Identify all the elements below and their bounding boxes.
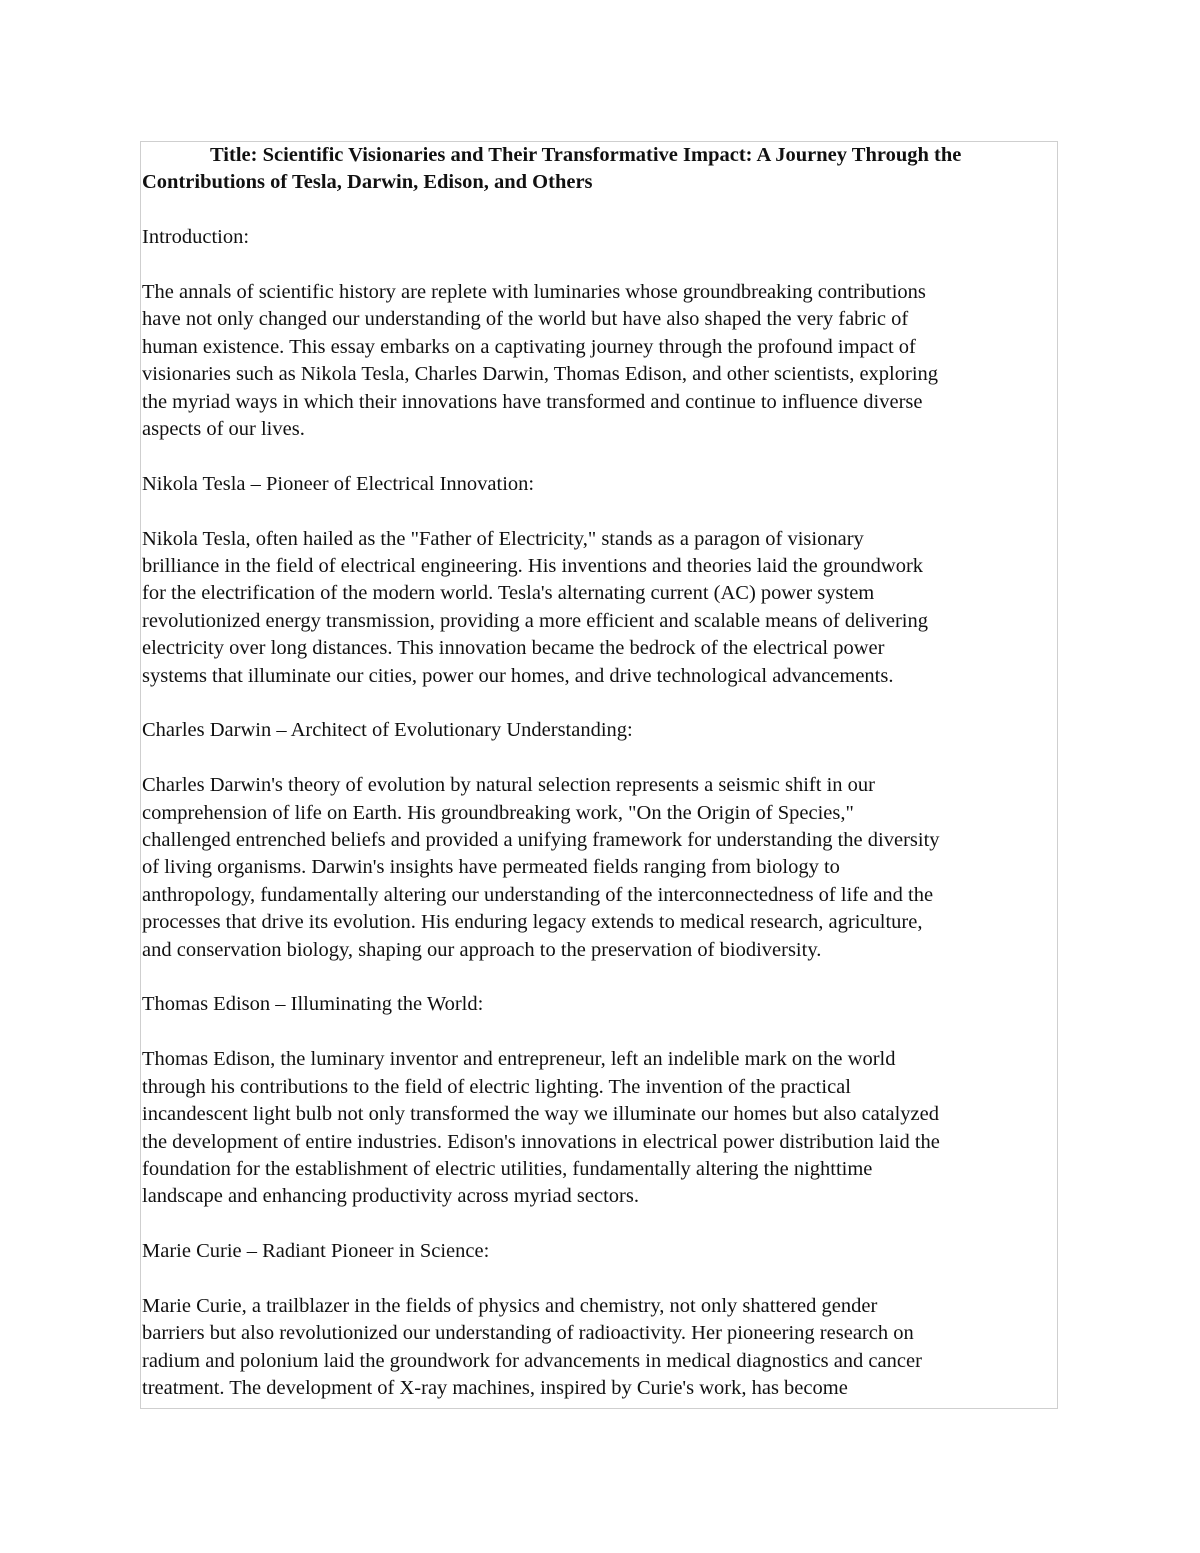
paragraph-introduction: The annals of scientific history are replete with luminaries whose groundbreaking contributions have not only changed our understanding of the world but have also shaped the very fabric of human existence. This essay embarks on a captivating journey through the profound impact of visionaries such as Nikola Tesla, Charles Darwin, Thomas Edison, and other scientists, exploring the myriad ways in which their innovations have transformed and continue to influence diverse aspects of our lives.: [142, 281, 939, 441]
spacer: [142, 745, 1058, 772]
section-heading-tesla: Nikola Tesla – Pioneer of Electrical Innovation:: [142, 472, 535, 495]
paragraph-curie: Marie Curie, a trailblazer in the fields of physics and chemistry, not only shattered gender barriers but also revolutionized our understanding of radioactivity. Her pioneering research on radium and polonium laid the groundwork for advancements in medical diagnostics and cancer treatment. The development of X-ray machines, inspired by Curie's work, has become: [142, 1294, 922, 1400]
section-heading-curie: Marie Curie – Radiant Pioneer in Science:: [142, 1240, 490, 1263]
spacer: [142, 1211, 1058, 1238]
spacer: [142, 252, 1058, 279]
spacer: [142, 443, 1058, 470]
document-body: [142, 142, 1058, 1403]
spacer: [142, 197, 1058, 224]
section-heading-edison: Thomas Edison – Illuminating the World:: [142, 993, 484, 1016]
paragraph-edison: Thomas Edison, the luminary inventor and entrepreneur, left an indelible mark on the world through his contributions to the field of electric lighting. The invention of the practical incandescent light bulb not only transformed the way we illuminate our homes but also catalyzed the development of entire industries. Edison's innovations in electrical power distribution laid the foundation for the establishment of electric utilities, fundamentally altering the nighttime landscape and enhancing productivity across myriad sectors.: [142, 1048, 940, 1208]
paragraph-tesla: Nikola Tesla, often hailed as the "Father of Electricity," stands as a paragon of visionary brilliance in the field of electrical engineering. His inventions and theories laid the groundwork for the electrification of the modern world. Tesla's alternating current (AC) power system revolutionized energy transmission, providing a more efficient and scalable means of delivering electricity over long distances. This innovation became the bedrock of the electrical power systems that illuminate our cities, power our homes, and drive technological advancements.: [142, 527, 928, 687]
spacer: [142, 964, 1058, 991]
section-heading-darwin: Charles Darwin – Architect of Evolutionary Understanding:: [142, 719, 633, 742]
paragraph-darwin: Charles Darwin's theory of evolution by natural selection represents a seismic shift in our comprehension of life on Earth. His groundbreaking work, "On the Origin of Species," challenged entrenched beliefs and provided a unifying framework for understanding the diversity of living organisms. Darwin's insights have permeated fields ranging from biology to anthropology, fundamentally altering our understanding of the interconnectedness of life and the processes that drive its evolution. His enduring legacy extends to medical research, agriculture, and conservation biology, shaping our approach to the preservation of biodiversity.: [142, 774, 940, 961]
spacer: [142, 1019, 1058, 1046]
section-heading-introduction: Introduction:: [142, 226, 250, 249]
document-title: Title: Scientific Visionaries and Their Transformative Impact: A Journey Through the Contributions of Tesla, Darwin, Edison, and Others: [142, 144, 962, 194]
spacer: [142, 498, 1058, 525]
spacer: [142, 690, 1058, 717]
spacer: [142, 1266, 1058, 1293]
